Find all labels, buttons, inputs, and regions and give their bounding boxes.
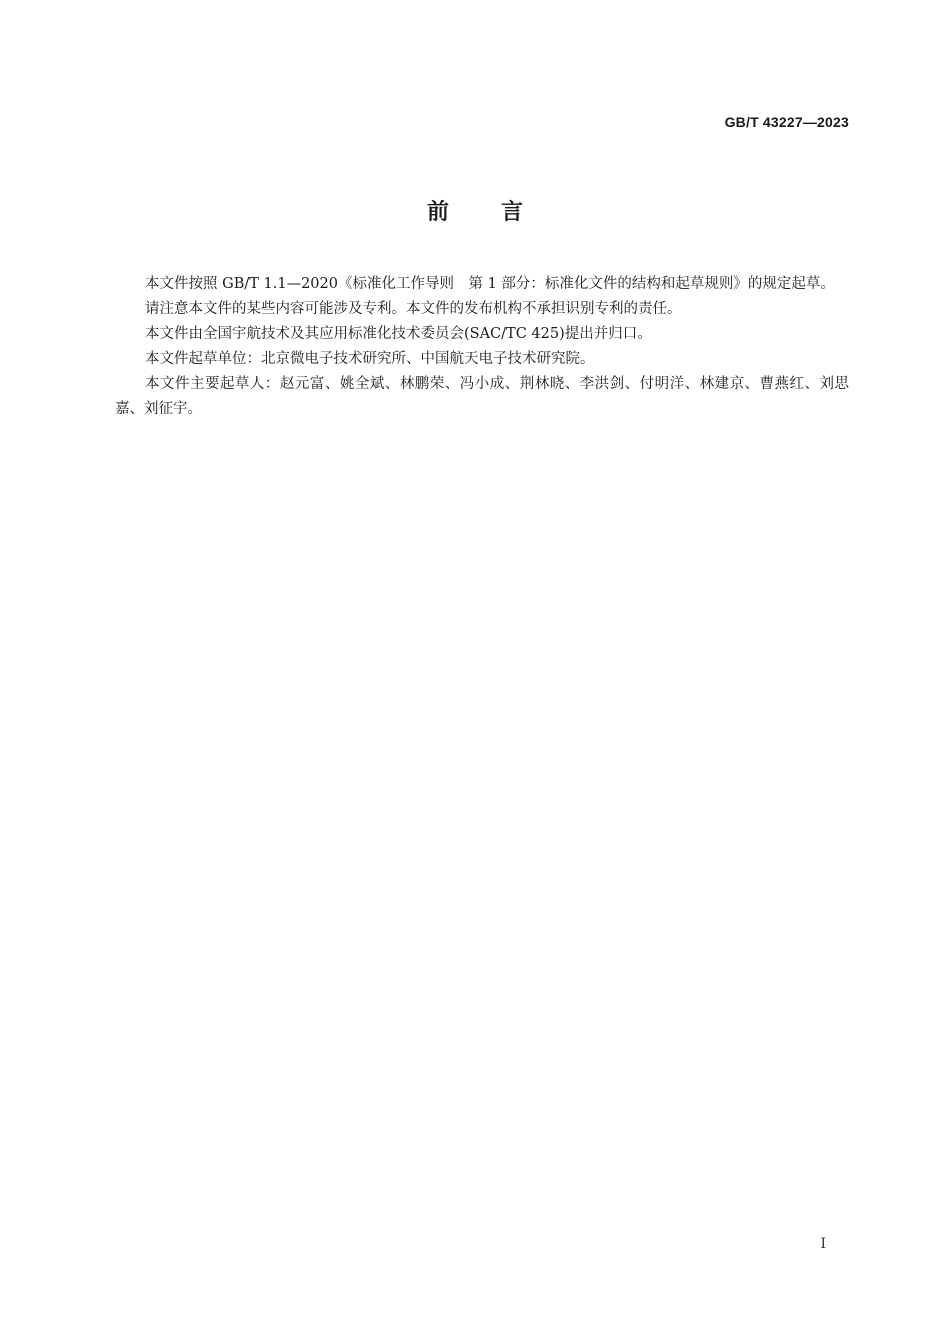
page-title-char-2: 言 [501,200,524,225]
paragraph-patent-notice: 请注意本文件的某些内容可能涉及专利。本文件的发布机构不承担识别专利的责任。 [145,301,682,317]
paragraph-drafting-units: 本文件起草单位：北京微电子技术研究所、中国航天电子技术研究院。 [145,351,595,367]
foreword-body [115,272,849,422]
paragraph-drafting-rules: 本文件按照 GB/T 1.1—2020《标准化工作导则 第 1 部分：标准化文件的结构和起草规则》的规定起草。 [145,276,835,292]
paragraph-proposer: 本文件由全国宇航技术及其应用标准化技术委员会(SAC/TC 425)提出并归口。 [145,326,652,342]
page-title [0,195,950,226]
page-number: I [820,1236,826,1252]
standard-number: GB/T 43227—2023 [724,114,849,130]
page-title-char-1: 前 [426,200,449,225]
paragraph-drafters: 本文件主要起草人：赵元富、姚全斌、林鹏荣、冯小成、荆林晓、李洪剑、付明洋、林建京、曹燕红、刘思嘉、刘征宇。 [115,376,849,417]
